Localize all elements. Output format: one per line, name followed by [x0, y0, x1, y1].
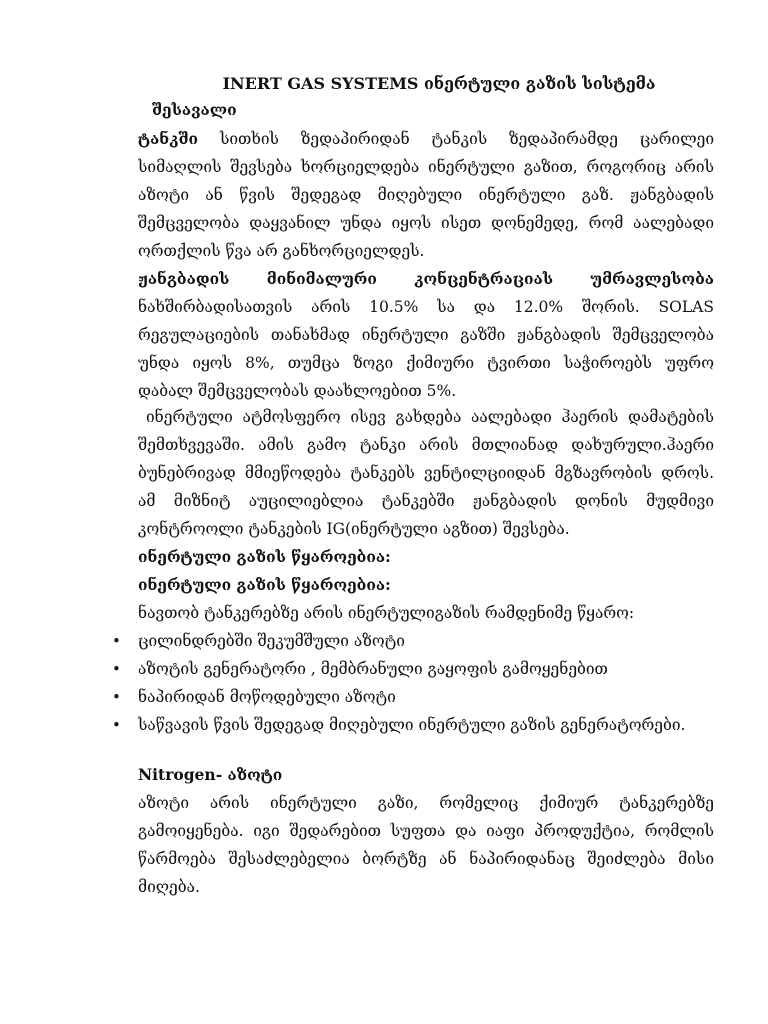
list-item-text: აზოტის გენერატორი , მემბრანული გაყოფის გამოყენებით	[138, 660, 608, 678]
bullet-icon: •	[112, 688, 121, 706]
nitrogen-line4: მიღება.	[138, 878, 200, 896]
list-item	[112, 712, 742, 738]
para2-line3: უნდა იყოს 8%, თუმცა ზოგი ქიმიური ტვირთი საჭიროებს უფრო	[138, 354, 714, 372]
para3-line5: კონტროოლი ტანკების IG(ინერტული აგზით) შევსება.	[138, 520, 570, 538]
list-item-text: ნაპირიდან მოწოდებული აზოტი	[138, 688, 396, 706]
document-title: INERT GAS SYSTEMS ინერტული გაზის სისტემა	[222, 74, 656, 93]
para1-line4: შემცველობა დაყვანილ უნდა იყოს ისეთ დონემედე, რომ აალებადი	[138, 214, 714, 232]
list-item	[112, 684, 742, 710]
bullet-icon: •	[112, 632, 121, 650]
para1-lead: ტანკში	[138, 129, 199, 148]
bullet-icon: •	[112, 716, 121, 734]
para3-line4: ამ მიზნიტ აუცილიებლია ტანკებში ჟანგბადის დონის მუდმივი	[138, 492, 714, 510]
nitrogen-heading: Nitrogen- აზოტი	[138, 765, 283, 784]
list-item-text: ცილინდრებში შეკუმშული აზოტი	[138, 632, 405, 650]
sources-intro: ნავთობ ტანკერებზე არის ინერტულიგაზის რამდენიმე წყარო:	[138, 604, 635, 622]
list-item	[112, 656, 742, 682]
nitrogen-line2: გამოიყენება. იგი შედარებით სუფთა და იაფი პროდუქტია, რომლის	[138, 822, 714, 840]
para1-line3: აზოტი ან წვის შედეგად მიღებული ინერტული გაზ. ჟანგბადის	[138, 186, 714, 204]
para2-heading-line: ჟანგბადის მინიმალური კონცენტრაციას უმრავლესობა	[138, 269, 714, 288]
nitrogen-line1: აზოტი არის ინერტული გაზი, რომელიც ქიმიურ ტანკერებზე	[138, 794, 714, 812]
para3-line1: ინერტული ატმოსფერო ისევ გახდება აალებადი ჰაერის დამატების	[146, 408, 714, 426]
list-item-text: საწვავის წვის შედეგად მიღებული ინერტული გაზის გენერატორები.	[138, 716, 686, 734]
bullet-icon: •	[112, 660, 121, 678]
sources-heading-1: ინერტული გაზის წყაროებია:	[138, 547, 391, 566]
para1-line5: ორთქლის წვა არ განხორციელდეს.	[138, 242, 425, 260]
para1-line1-rest: სითხის ზედაპირიდან ტანკის ზედაპირამდე ცარილეი	[219, 130, 714, 148]
sources-heading-2: ინერტული გაზის წყაროებია:	[138, 575, 391, 594]
para1-line1	[138, 126, 714, 152]
nitrogen-line3: წარმოება შესაძლებელია ბორტზე ან ნაპირიდანაც შეიძლება მისი	[138, 850, 714, 868]
list-item	[112, 628, 742, 654]
para3-line2: შემთხვევაში. ამის გამო ტანკი არის მთლიანად დახურული.ჰაერი	[138, 436, 714, 454]
para1-line2: სიმაღლის შევსება ხორციელდება ინერტული გაზით, როგორიც არის	[138, 158, 714, 176]
para2-line4: დაბალ შემცველობას დაახლოებით 5%.	[138, 382, 457, 400]
para2-line2: რეგულაციების თანახმად ინერტული გაზში ჟანგბადის შემცველობა	[138, 326, 714, 344]
para3-line3: ბუნებრივად მმიეწოდება ტანკებს ვენტილციიდან მგზავრობის დროს.	[138, 464, 714, 482]
para2-line1: ნახშირბადისათვის არის 10.5% სა და 12.0% შორის. SOLAS	[138, 298, 714, 316]
intro-heading: შესავალი	[152, 100, 237, 119]
